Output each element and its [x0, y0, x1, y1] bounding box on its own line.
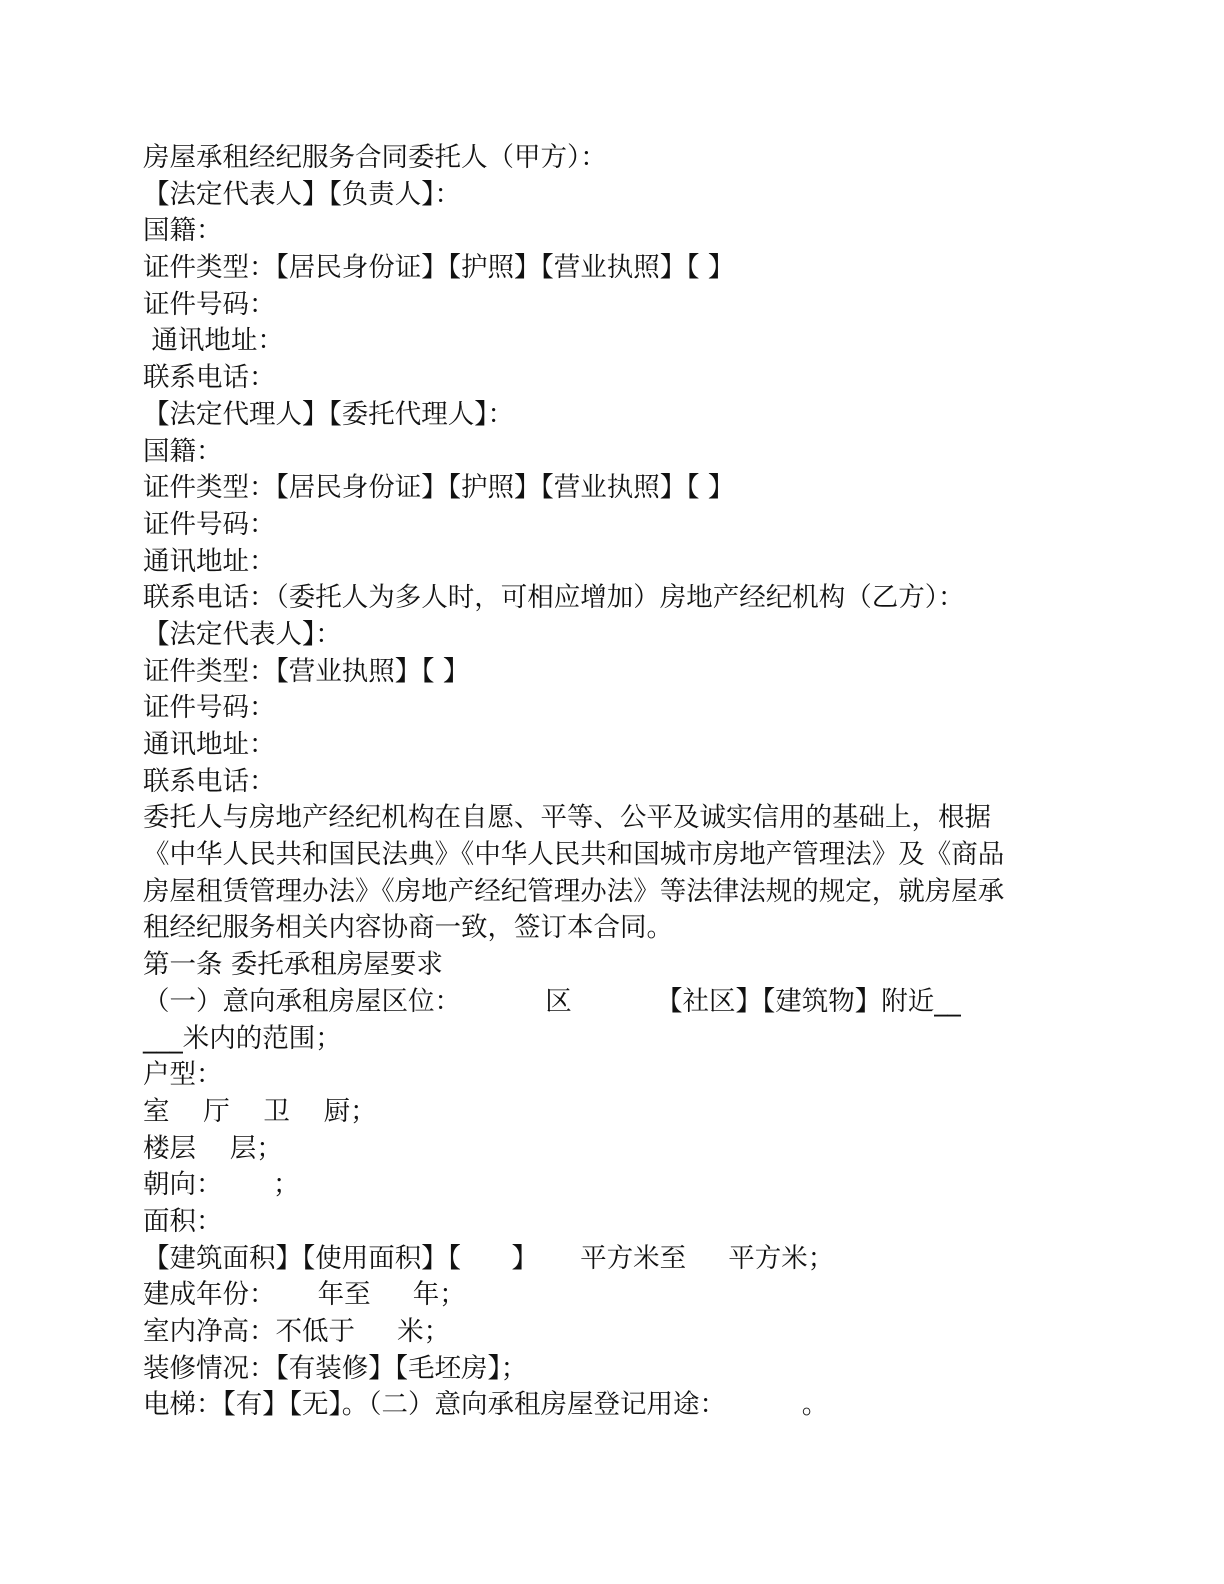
text-line: 国籍： — [143, 215, 223, 247]
text-line: 朝向： ； — [143, 1169, 300, 1201]
text-line: 建成年份： 年至 年； — [143, 1279, 466, 1311]
text-line: 委托人与房地产经纪机构在自愿、平等、公平及诚实信用的基础上，根据 — [143, 802, 991, 834]
text-line: ___米内的范围； — [143, 1022, 342, 1054]
text-line: 户型： — [143, 1059, 223, 1091]
text-line: 证件类型：【营业执照】【 】 — [143, 655, 470, 687]
text-line: 室内净高：不低于 米； — [143, 1316, 451, 1347]
text-line: 【法定代理人】【委托代理人】： — [143, 398, 514, 430]
text-line: 电梯：【有】【无】。（二）意向承租房屋登记用途： 。 — [143, 1389, 829, 1421]
text-line: 【法定代表人】【负责人】： — [143, 178, 461, 210]
text-line: 装修情况：【有装修】【毛坯房】； — [143, 1352, 528, 1384]
text-line: 证件号码： — [143, 692, 276, 724]
text-line: 证件号码： — [143, 508, 276, 540]
text-line: 联系电话：（委托人为多人时，可相应增加）房地产经纪机构（乙方）： — [143, 582, 965, 614]
text-line: （一）意向承租房屋区位： 区 【社区】【建筑物】附近__ — [143, 985, 961, 1017]
text-line: 证件类型：【居民身份证】【护照】【营业执照】【 】 — [143, 252, 735, 284]
contract-text — [143, 140, 1083, 1424]
text-line: 房屋承租经纪服务合同委托人（甲方）： — [143, 142, 607, 173]
section-heading: 第一条 委托承租房屋要求 — [143, 949, 443, 981]
text-line: 通讯地址： — [143, 545, 276, 577]
text-line: 面积： — [143, 1205, 223, 1237]
text-line: 联系电话： — [143, 765, 276, 797]
text-line: 室 厅 卫 厨； — [143, 1095, 377, 1127]
text-line: 租经纪服务相关内容协商一致，签订本合同。 — [143, 912, 673, 944]
text-line: 《中华人民共和国民法典》《中华人民共和国城市房地产管理法》及《商品 — [143, 839, 1005, 871]
text-line: 通讯地址： — [143, 729, 276, 760]
text-line: 【建筑面积】【使用面积】【 】 平方米至 平方米； — [143, 1242, 835, 1274]
text-line: 楼层 层； — [143, 1132, 283, 1164]
text-line: 房屋租赁管理办法》《房地产经纪管理办法》等法律法规的规定，就房屋承 — [143, 875, 1005, 907]
text-line: 【法定代表人】： — [143, 618, 342, 650]
text-line: 联系电话： — [143, 362, 276, 394]
text-line: 证件号码： — [143, 288, 276, 320]
text-line: 通讯地址： — [143, 325, 284, 357]
text-line: 证件类型：【居民身份证】【护照】【营业执照】【 】 — [143, 472, 735, 504]
text-line: 国籍： — [143, 435, 223, 467]
